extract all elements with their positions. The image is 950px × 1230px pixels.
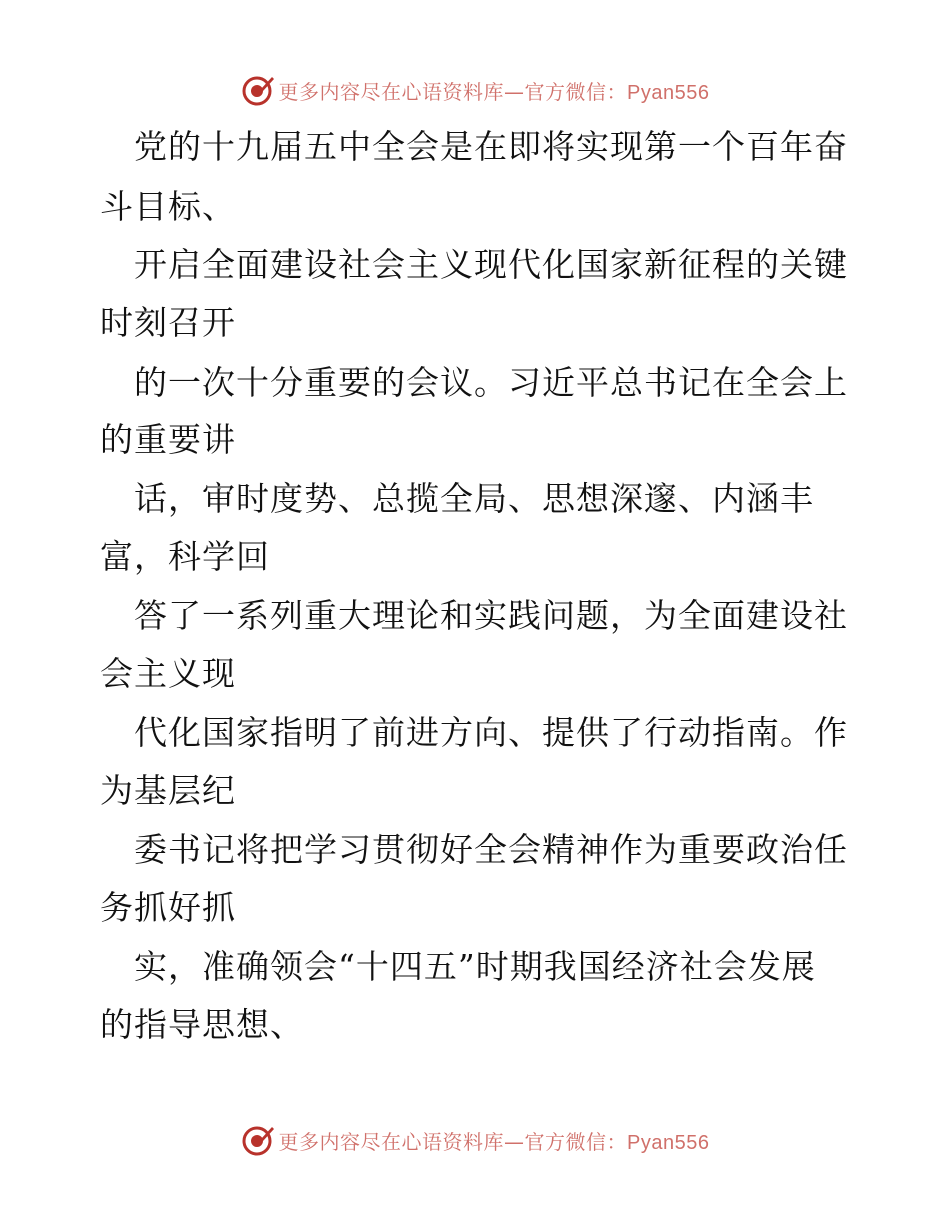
body-line: 话，审时度势、总揽全局、思想深邃、内涵丰 [134, 479, 814, 518]
header-watermark [0, 70, 950, 110]
pen-circle-logo-icon [241, 73, 275, 107]
body-line: 富，科学回 [100, 537, 270, 576]
body-line: 的一次十分重要的会议。习近平总书记在全会上 [134, 363, 848, 402]
body-line: 实，准确领会“十四五”时期我国经济社会发展 [134, 947, 816, 986]
body-line: 斗目标、 [100, 187, 236, 226]
body-line: 代化国家指明了前进方向、提供了行动指南。作 [134, 713, 848, 752]
body-line: 时刻召开 [100, 303, 236, 342]
body-line: 为基层纪 [100, 771, 236, 810]
body-line: 的重要讲 [100, 420, 236, 459]
header-watermark-text: 更多内容尽在心语资料库—官方微信： [278, 79, 628, 104]
body-line: 的指导思想、 [100, 1005, 304, 1044]
body-line: 委书记将把学习贯彻好全会精神作为重要政治任 [134, 830, 848, 869]
footer-watermark [0, 1120, 950, 1160]
footer-watermark-text: 更多内容尽在心语资料库—官方微信： [278, 1129, 628, 1154]
header-watermark-id: Pyan556 [627, 81, 710, 104]
body-line: 答了一系列重大理论和实践问题，为全面建设社 [134, 596, 848, 635]
pen-circle-logo-icon [241, 1123, 275, 1157]
footer-watermark-id: Pyan556 [627, 1131, 710, 1154]
body-line: 会主义现 [100, 654, 236, 693]
body-line: 开启全面建设社会主义现代化国家新征程的关键 [134, 245, 848, 284]
body-line: 党的十九届五中全会是在即将实现第一个百年奋 [134, 127, 848, 166]
body-line: 务抓好抓 [100, 888, 236, 927]
